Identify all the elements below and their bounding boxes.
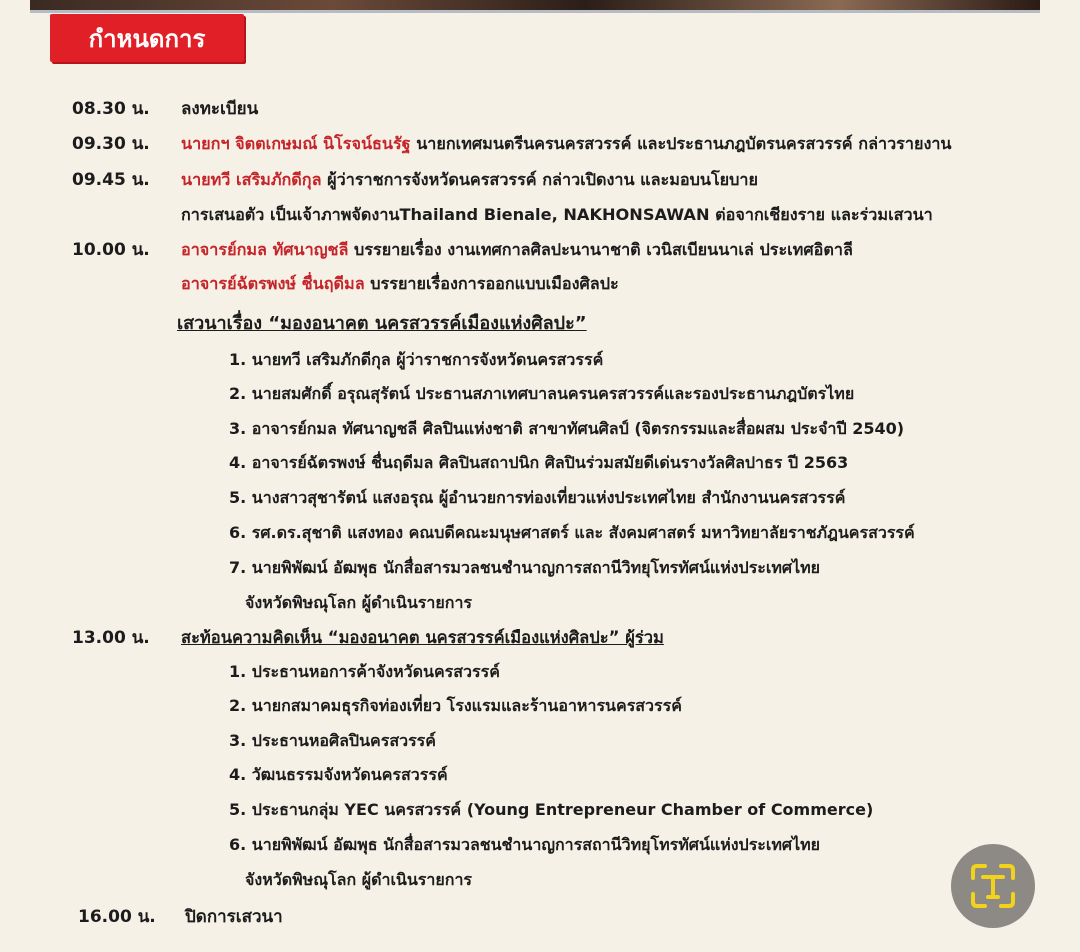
time-1300: 13.00 น.	[72, 628, 150, 648]
list-item: 5. ประธานกลุ่ม YEC นครสวรรค์ (Young Entrepreneur Chamber of Commerce)	[229, 800, 874, 819]
time-0930: 09.30 น.	[72, 134, 150, 154]
time-1600: 16.00 น.	[78, 907, 156, 927]
schedule-title-banner	[50, 14, 244, 62]
header-photo	[30, 0, 1040, 13]
list-item: 5. นางสาวสุชารัตน์ แสงอรุณ ผู้อำนวยการท่องเที่ยวแห่งประเทศไทย สำนักงานนครสวรรค์	[229, 488, 846, 507]
panel-title: สะท้อนความคิดเห็น “มองอนาคต นครสวรรค์เมืองแห่งศิลปะ” ผู้ร่วม	[181, 628, 664, 647]
schedule-item-closing: ปิดการเสวนา	[185, 907, 283, 927]
schedule-item-report	[181, 133, 952, 155]
list-item: 3. ประธานหอศิลปินครสวรรค์	[229, 731, 436, 750]
time-0945: 09.45 น.	[72, 170, 150, 190]
list-item: 7. นายพิพัฒน์ อัฒพุธ นักสื่อสารมวลชนชำนาญการสถานีวิทยุโทรทัศน์แห่งประเทศไทย	[229, 558, 821, 577]
schedule-item-lecture	[181, 239, 853, 261]
schedule-text: ผู้ว่าราชการจังหวัดนครสวรรค์ กล่าวเปิดงาน และมอบนโยบาย	[321, 170, 758, 189]
list-item: 1. ประธานหอการค้าจังหวัดนครสวรรค์	[229, 662, 500, 681]
text-scan-icon	[951, 844, 1035, 928]
list-item: 6. รศ.ดร.สุชาติ แสงทอง คณบดีคณะมนุษศาสตร์ และ สังคมศาสตร์ มหาวิทยาลัยราชภัฎนครสวรรค์	[229, 523, 915, 542]
list-item: 4. วัฒนธรรมจังหวัดนครสวรรค์	[229, 765, 448, 784]
schedule-item-opening	[181, 169, 758, 191]
top-photo-strip	[0, 0, 1080, 14]
time-1000: 10.00 น.	[72, 240, 150, 260]
schedule-item-registration	[181, 98, 258, 120]
speaker-name: อาจารย์ฉัตรพงษ์ ชื่นฤดีมล	[181, 274, 365, 293]
list-item: 1. นายทวี เสริมภักดีกุล ผู้ว่าราชการจังหวัดนครสวรรค์	[229, 350, 604, 369]
text-scan-button[interactable]	[951, 844, 1035, 928]
schedule-text: บรรยายเรื่องการออกแบบเมืองศิลปะ	[364, 274, 619, 293]
page-title: กำหนดการ	[88, 24, 206, 53]
schedule-text: ลงทะเบียน	[181, 99, 259, 119]
list-item: 2. นายสมศักดิ์ อรุณสุรัตน์ ประธานสภาเทศบาลนครนครสวรรค์และรองประธานภฎบัตรไทย	[229, 384, 855, 403]
schedule-item-opening-cont: การเสนอตัว เป็นเจ้าภาพจัดงานThailand Bienale, NAKHONSAWAN ต่อจากเชียงราย และร่วมเสวนา	[181, 205, 933, 224]
panel-title: เสวนาเรื่อง “มองอนาคต นครสวรรค์เมืองแห่งศิลปะ”	[177, 313, 587, 334]
speaker-name: นายทวี เสริมภักดีกุล	[181, 170, 322, 189]
schedule-text: นายกเทศมนตรีนครนครสวรรค์ และประธานภฎบัตรนครสวรรค์ กล่าวรายงาน	[410, 134, 952, 153]
schedule-text: บรรยายเรื่อง งานเทศกาลศิลปะนานาชาติ เวนิสเบียนนาเล่ ประเทศอิตาลี	[348, 240, 853, 259]
list-item: 3. อาจารย์กมล ทัศนาญชลี ศิลปินแห่งชาติ สาขาทัศนศิลป์ (จิตรกรรมและสื่อผสม ประจำปี 2540)	[229, 419, 905, 438]
speaker-name: อาจารย์กมล ทัศนาญชลี	[181, 240, 349, 259]
list-item: 4. อาจารย์ฉัตรพงษ์ ชื่นฤดีมล ศิลปินสถาปนิก ศิลปินร่วมสมัยดีเด่นรางวัลศิลปาธร ปี 2563	[229, 453, 849, 472]
schedule-item-lecture-2	[181, 273, 619, 295]
list-item-cont: จังหวัดพิษณุโลก ผู้ดำเนินรายการ	[245, 593, 473, 612]
time-0830: 08.30 น.	[72, 99, 150, 119]
speaker-name: นายกฯ จิตตเกษมณ์ นิโรจน์ธนรัฐ	[181, 134, 411, 153]
list-item: 6. นายพิพัฒน์ อัฒพุธ นักสื่อสารมวลชนชำนาญการสถานีวิทยุโทรทัศน์แห่งประเทศไทย	[229, 835, 821, 854]
list-item-cont: จังหวัดพิษณุโลก ผู้ดำเนินรายการ	[245, 870, 473, 889]
list-item: 2. นายกสมาคมธุรกิจท่องเที่ยว โรงแรมและร้านอาหารนครสวรรค์	[229, 696, 682, 715]
